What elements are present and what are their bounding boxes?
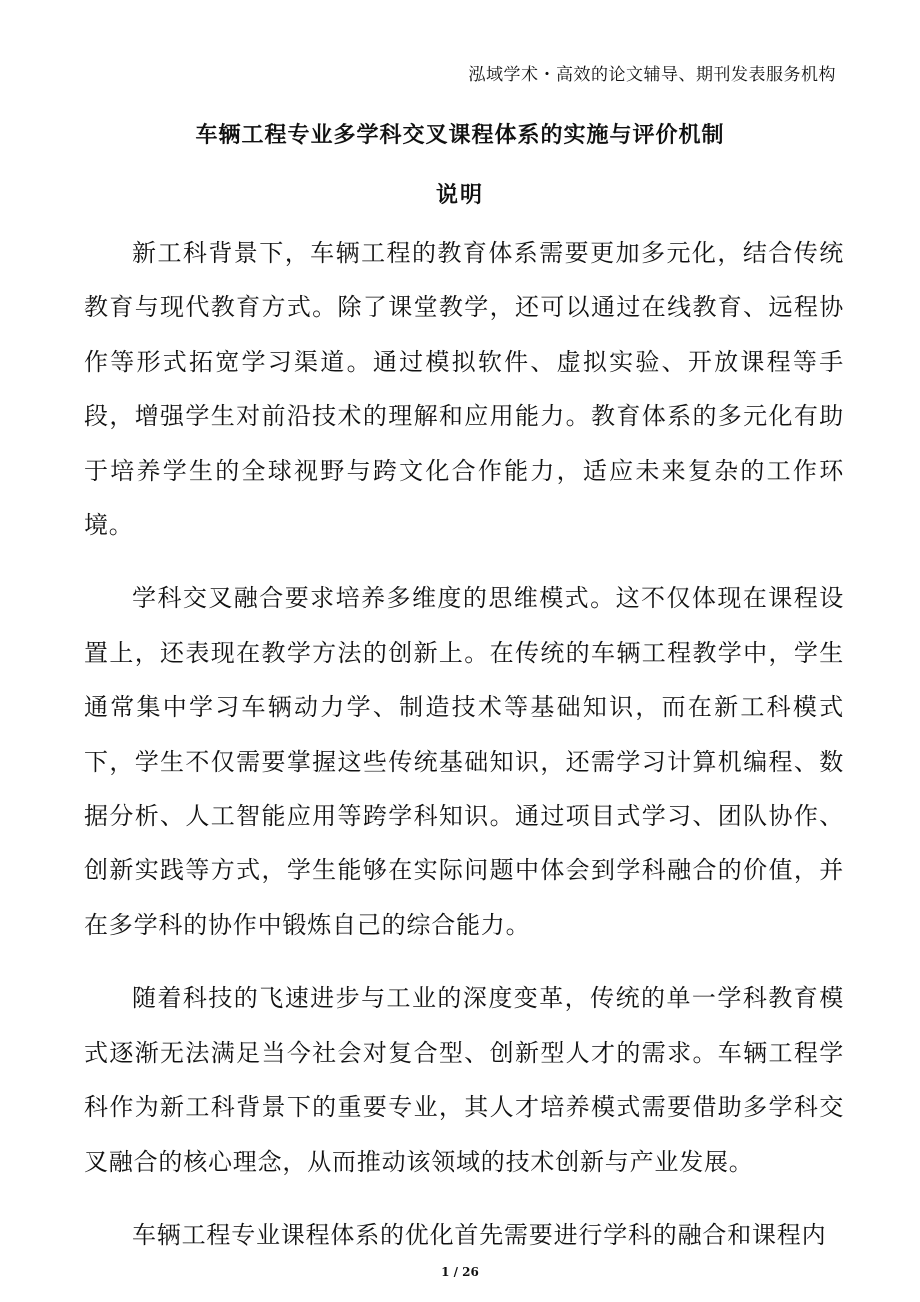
section-title: 说明	[435, 183, 484, 208]
paragraph: 学科交叉融合要求培养多维度的思维模式。这不仅体现在课程设置上，还表现在教学方法的创新上。在传统的车辆工程教学中，学生通常集中学习车辆动力学、制造技术等基础知识，而在新工科模式下，学生不仅需要掌握这些传统基础知识，还需学习计算机编程、数据分析、人工智能应用等跨学科知识。通过项目式学习、团队协作、创新实践等方式，学生能够在实际问题中体会到学科融合的价值，并在多学科的协作中锻炼自己的综合能力。	[84, 584, 844, 939]
document-body	[84, 226, 844, 1262]
document-title: 车辆工程专业多学科交叉课程体系的实施与评价机制	[195, 123, 725, 148]
paragraph: 随着科技的飞速进步与工业的深度变革，传统的单一学科教育模式逐渐无法满足当今社会对复合型、创新型人才的需求。车辆工程学科作为新工科背景下的重要专业，其人才培养模式需要借助多学科交叉融合的核心理念，从而推动该领域的技术创新与产业发展。	[84, 984, 844, 1176]
paragraph: 车辆工程专业课程体系的优化首先需要进行学科的融合和课程内	[132, 1220, 827, 1249]
paragraph: 新工科背景下，车辆工程的教育体系需要更加多元化，结合传统教育与现代教育方式。除了课堂教学，还可以通过在线教育、远程协作等形式拓宽学习渠道。通过模拟软件、虚拟实验、开放课程等手段，增强学生对前沿技术的理解和应用能力。教育体系的多元化有助于培养学生的全球视野与跨文化合作能力，适应未来复杂的工作环境。	[84, 239, 844, 540]
page-number: 1 / 26	[441, 1265, 479, 1279]
header-note: 泓域学术・高效的论文辅导、期刊发表服务机构	[468, 65, 836, 85]
